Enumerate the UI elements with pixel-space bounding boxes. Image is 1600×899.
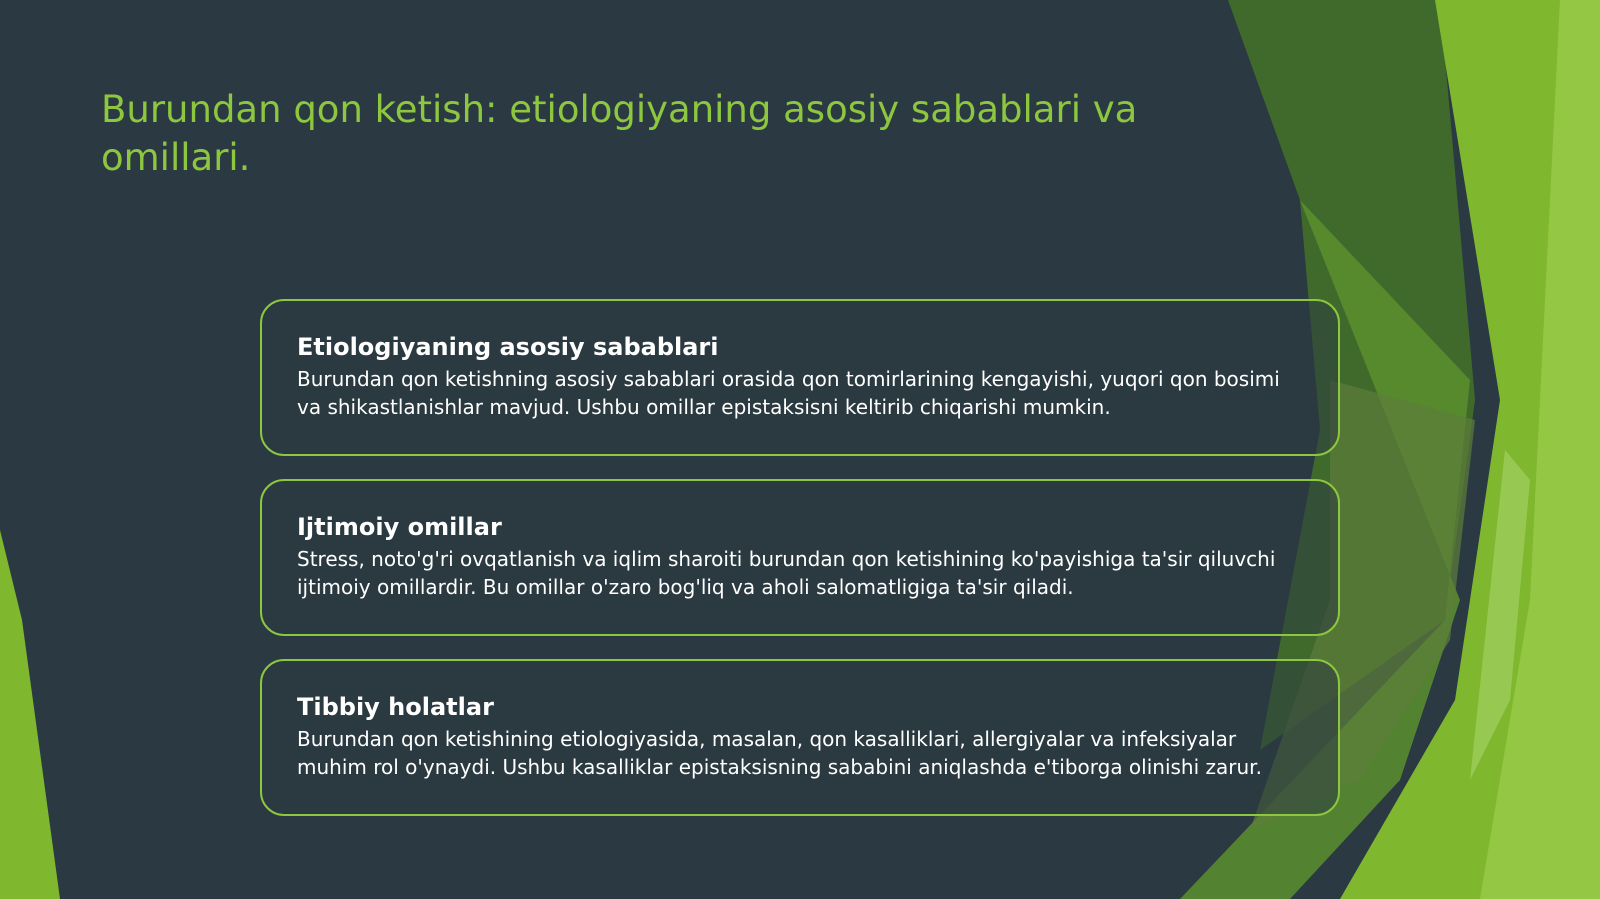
card-medical-conditions bbox=[260, 659, 1340, 816]
card-text: Burundan qon ketishning asosiy sabablari orasida qon tomirlarining kengayishi, yuqori qon bosimi va shikastlanishlar mavjud. Ushbu omillar epistaksisni keltirib chiqarishi mumkin. bbox=[297, 367, 1280, 419]
card-text: Burundan qon ketishining etiologiyasida, masalan, qon kasalliklari, allergiyalar va infeksiyalar muhim rol o'ynaydi. Ushbu kasalliklar epistaksisning sababini aniqlashda e'tiborga olinishi zarur. bbox=[297, 727, 1262, 779]
cards-list bbox=[260, 299, 1340, 839]
card-social-factors bbox=[260, 479, 1340, 636]
slide-title: Burundan qon ketish: etiologiyaning asosiy sabablari va omillari. bbox=[101, 88, 1138, 179]
card-text: Stress, noto'g'ri ovqatlanish va iqlim sharoiti burundan qon ketishining ko'payishiga ta'sir qiluvchi ijtimoiy omillardir. Bu omillar o'zaro bog'liq va aholi salomatligiga ta'sir qiladi. bbox=[297, 547, 1276, 599]
card-title: Tibbiy holatlar bbox=[297, 693, 494, 721]
bg-shape-bottom-left bbox=[0, 530, 60, 899]
card-etiology-causes bbox=[260, 299, 1340, 456]
card-title: Etiologiyaning asosiy sabablari bbox=[297, 333, 719, 361]
card-title: Ijtimoiy omillar bbox=[297, 513, 502, 541]
